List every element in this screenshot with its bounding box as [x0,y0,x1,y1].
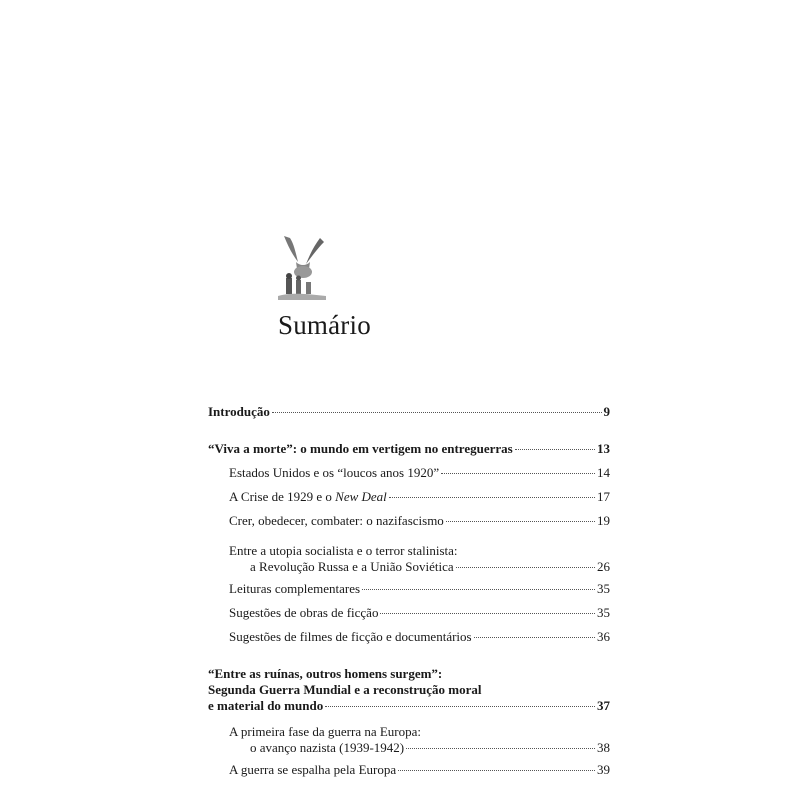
toc-entry-introducao[interactable]: Introdução 9 [208,404,610,419]
page-title: Sumário [278,310,371,340]
toc-entry[interactable]: Crer, obedecer, combater: o nazifascismo 19 [229,513,610,528]
toc-entry[interactable]: Sugestões de obras de ficção 35 [229,605,610,620]
winged-figures-sketch-icon [276,232,328,304]
toc-entry[interactable]: A Crise de 1929 e o New Deal 17 [229,489,610,504]
table-of-contents [208,404,610,786]
toc-chapter-2[interactable]: “Entre as ruínas, outros homens surgem”: Segunda Guerra Mundial e a reconstrução moral e material do mundo 37 [208,666,610,713]
toc-entry[interactable]: Sugestões de filmes de ficção e documentários 36 [229,629,610,644]
toc-chapter-1[interactable]: “Viva a morte”: o mundo em vertigem no entreguerras 13 [208,441,610,456]
toc-entry[interactable]: Estados Unidos e os “loucos anos 1920” 14 [229,465,610,480]
toc-entry-multiline[interactable]: A primeira fase da guerra na Europa: o avanço nazista (1939-1942) 38 [229,724,610,755]
toc-entry[interactable]: Leituras complementares 35 [229,581,610,596]
toc-entry-multiline[interactable]: Entre a utopia socialista e o terror stalinista: a Revolução Russa e a União Soviética 26 [229,543,610,574]
toc-entry[interactable]: A guerra se espalha pela Europa 39 [229,762,610,777]
